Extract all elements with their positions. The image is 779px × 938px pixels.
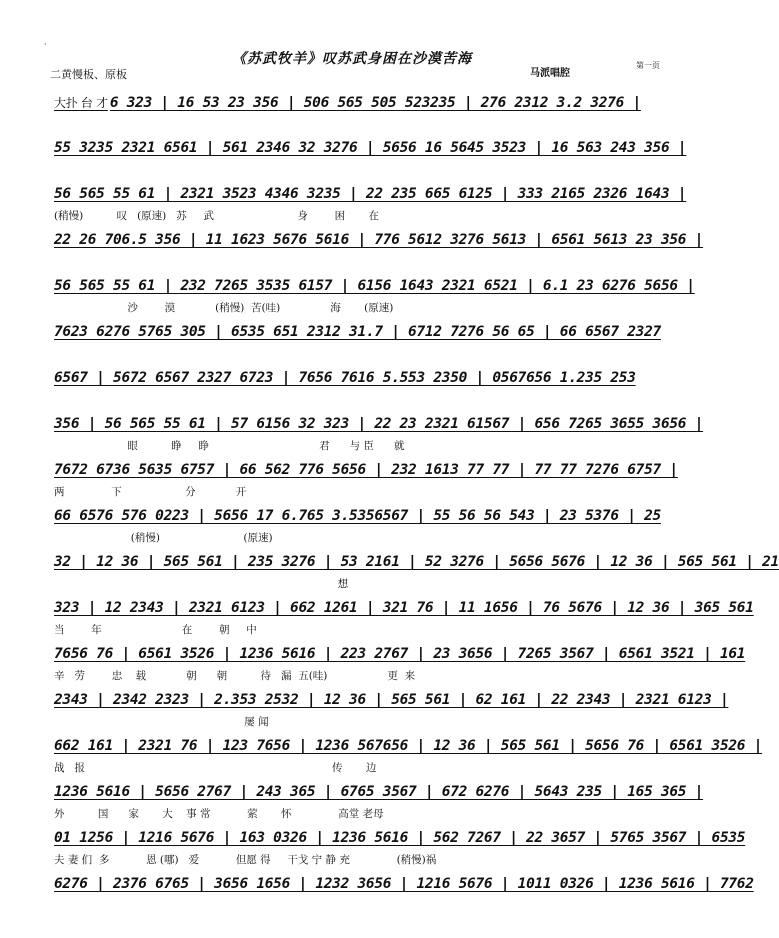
notation-row <box>54 600 754 620</box>
jianpu-notes: 6276 | 2376 6765 | 3656 1656 | 1232 3656 | 1216 5676 | 1011 0326 | 1236 5616 | 7762 <box>54 876 754 892</box>
lyric-line: 想 <box>54 578 349 590</box>
jianpu-notes: 55 3235 2321 6561 | 561 2346 32 3276 | 5656 16 5645 3523 | 16 563 243 356 | <box>54 140 687 156</box>
page-number: 第一页 <box>636 61 660 70</box>
jianpu-notes: 2343 | 2342 2323 | 2.353 2532 | 12 36 | 565 561 | 62 161 | 22 2343 | 2321 6123 | <box>54 692 729 708</box>
jianpu-notes: 323 | 12 2343 | 2321 6123 | 662 1261 | 321 76 | 11 1656 | 76 5676 | 12 36 | 365 561 <box>54 600 754 616</box>
notation-row <box>54 278 695 298</box>
notation-row <box>54 94 654 114</box>
jianpu-notes: 6 323 | 16 53 23 356 | 506 565 505 523235 | 276 2312 3.2 3276 | <box>109 95 641 111</box>
lyric-line: (稍慢) 叹 (原速) 苏 武 身 困 在 <box>54 210 379 222</box>
lyric-line: 辛 劳 忠 载 朝 朝 待 漏 五(哇) 更 来 <box>54 670 416 682</box>
jianpu-notes: 7656 76 | 6561 3526 | 1236 5616 | 223 2767 | 23 3656 | 7265 3567 | 6561 3521 | 161 <box>54 646 746 662</box>
lyric-line: 屡 闻 <box>54 716 269 728</box>
page-title: 《苏武牧羊》叹苏武身困在沙漠苦海 <box>232 51 472 67</box>
percussion-prefix: 大扑 台 才 <box>54 96 108 110</box>
lyric-line: 当 年 在 朝 中 <box>54 624 257 636</box>
notation-row <box>54 554 779 574</box>
jianpu-notes: 22 26 706.5 356 | 11 1623 5676 5616 | 776 5612 3276 5613 | 6561 5613 23 356 | <box>54 232 704 248</box>
notation-row <box>54 738 763 758</box>
notation-row <box>54 140 687 160</box>
notation-row <box>54 462 678 482</box>
lyric-line: 眼 睁 睁 君 与 臣 就 <box>54 440 405 452</box>
jianpu-notes: 66 6576 576 0223 | 5656 17 6.765 3.5356567 | 55 56 56 543 | 23 5376 | 25 <box>54 508 661 524</box>
jianpu-notes: 1236 5616 | 5656 2767 | 243 365 | 6765 3567 | 672 6276 | 5643 235 | 165 365 | <box>54 784 704 800</box>
jianpu-notes: 662 161 | 2321 76 | 123 7656 | 1236 567656 | 12 36 | 565 561 | 5656 76 | 6561 3526 | <box>54 738 763 754</box>
lyric-line: 夫 妻 们 多 恩 (哪) 爱 但愿 得 干戈 宁 静 充 (稍慢)祸 <box>54 854 437 866</box>
jianpu-notes: 6567 | 5672 6567 2327 6723 | 7656 7616 5.553 2350 | 0567656 1.235 253 <box>54 370 636 386</box>
mark-dot: · <box>44 40 47 49</box>
notation-row <box>54 416 704 436</box>
lyric-line: 两 下 分 开 <box>54 486 247 498</box>
lyric-line: (稍慢) (原速) <box>54 532 273 544</box>
notation-row <box>54 324 661 344</box>
notation-row <box>54 508 661 528</box>
lyric-line: 沙 漠 (稍慢) 苦(哇) 海 (原速) <box>54 302 394 314</box>
singer-label: 马派唱腔 <box>530 68 570 79</box>
notation-row <box>54 876 754 896</box>
jianpu-notes: 56 565 55 61 | 232 7265 3535 6157 | 6156 1643 2321 6521 | 6.1 23 6276 5656 | <box>54 278 695 294</box>
notation-row <box>54 186 687 206</box>
jianpu-notes: 32 | 12 36 | 565 561 | 235 3276 | 53 2161 | 52 3276 | 5656 5676 | 12 36 | 565 561 | 21 <box>54 554 779 570</box>
lyric-line: 外 国 家 大 事 常 萦 怀 高堂 老母 <box>54 808 384 820</box>
jianpu-notes: 7672 6736 5635 6757 | 66 562 776 5656 | 232 1613 77 77 | 77 77 7276 6757 | <box>54 462 678 478</box>
tempo-label: 二黄慢板、原板 <box>50 68 127 81</box>
jianpu-notes: 7623 6276 5765 305 | 6535 651 2312 31.7 | 6712 7276 56 65 | 66 6567 2327 <box>54 324 661 340</box>
notation-row <box>54 646 746 666</box>
jianpu-notes: 356 | 56 565 55 61 | 57 6156 32 323 | 22 23 2321 61567 | 656 7265 3655 3656 | <box>54 416 704 432</box>
lyric-line: 战 报 传 边 <box>54 762 377 774</box>
notation-row <box>54 370 654 390</box>
notation-row <box>54 692 729 712</box>
notation-row <box>54 830 746 850</box>
jianpu-notes: 01 1256 | 1216 5676 | 163 0326 | 1236 5616 | 562 7267 | 22 3657 | 5765 3567 | 6535 <box>54 830 746 846</box>
jianpu-notes: 56 565 55 61 | 2321 3523 4346 3235 | 22 235 665 6125 | 333 2165 2326 1643 | <box>54 186 687 202</box>
notation-row <box>54 232 704 252</box>
notation-row <box>54 784 704 804</box>
